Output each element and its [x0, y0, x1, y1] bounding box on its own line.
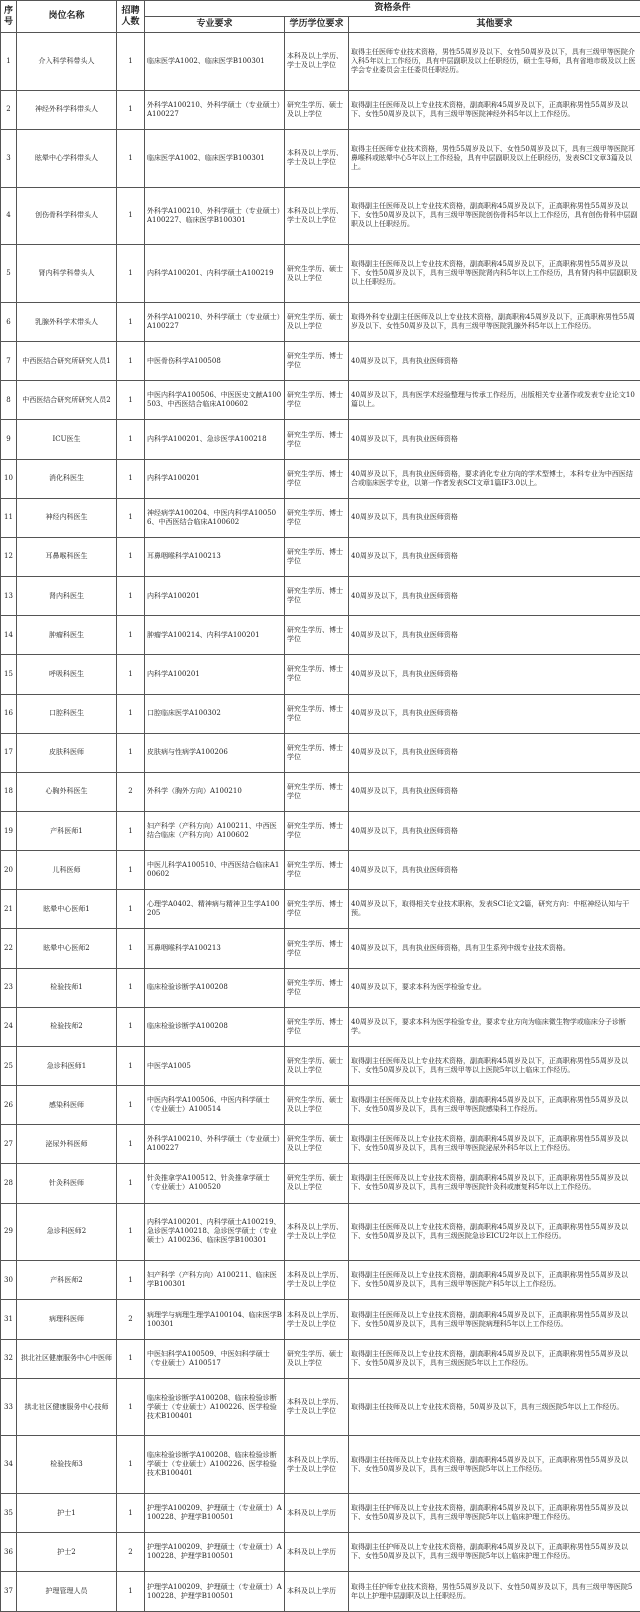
row-seq: 20	[1, 851, 17, 890]
table-row	[1, 302, 640, 341]
position-name: 肾内科学科带头人	[17, 245, 117, 303]
position-name: 中西医结合研究所研究人员1	[17, 342, 117, 381]
position-name: 介入科学科带头人	[17, 33, 117, 91]
header-other: 其他要求	[349, 17, 640, 33]
hire-count: 1	[117, 1339, 145, 1378]
degree-requirement: 研究生学历、博士学位	[285, 616, 349, 655]
table-row	[1, 616, 640, 655]
degree-requirement: 研究生学历、博士学位	[285, 929, 349, 968]
other-requirement: 40周岁及以下，具有医学术经验整理与传承工作经历，出版相关专业著作或发表专业论文10篇以上。	[349, 381, 640, 420]
major-requirement: 中医骨伤科学A100508	[145, 342, 285, 381]
major-requirement: 妇产科学（产科方向）A100211、临床医学B100301	[145, 1261, 285, 1300]
degree-requirement: 本科及以上学历	[285, 1533, 349, 1572]
row-seq: 31	[1, 1300, 17, 1339]
major-requirement: 外科学A100210、外科学硕士（专业硕士）A100227	[145, 302, 285, 341]
row-seq: 4	[1, 187, 17, 245]
other-requirement: 取得副主任医师及以上专业技术资格，副高职称45周岁及以下，正高职称男性55周岁及以下、女性50周岁及以下，具有三级甲等医院肾内科5年以上工作经历，具有肾内科中层副职及以上任职经历。	[349, 245, 640, 303]
row-seq: 5	[1, 245, 17, 303]
hire-count: 1	[117, 129, 145, 187]
degree-requirement: 研究生学历、博士学位	[285, 342, 349, 381]
other-requirement: 40周岁及以下，具有执业医师资格	[349, 851, 640, 890]
other-requirement: 40周岁及以下，具有执业医师资格	[349, 772, 640, 811]
degree-requirement: 本科及以上学历、学士及以上学位	[285, 1300, 349, 1339]
position-name: 眩晕中心医师2	[17, 929, 117, 968]
hire-count: 1	[117, 655, 145, 694]
hire-count: 1	[117, 1203, 145, 1261]
hire-count: 1	[117, 1572, 145, 1612]
table-row	[1, 694, 640, 733]
header-position: 岗位名称	[17, 1, 117, 33]
row-seq: 12	[1, 537, 17, 576]
other-requirement: 40周岁及以下，具有执业医师资格	[349, 812, 640, 851]
degree-requirement: 本科及以上学历、学士及以上学位	[285, 1261, 349, 1300]
other-requirement: 40周岁及以下，具有执业医师资格	[349, 655, 640, 694]
degree-requirement: 研究生学历、博士学位	[285, 420, 349, 459]
position-name: 感染科医师	[17, 1086, 117, 1125]
major-requirement: 护理学A100209、护理硕士（专业硕士）A100228、护理学B100501	[145, 1494, 285, 1533]
table-row	[1, 1007, 640, 1046]
table-row	[1, 90, 640, 129]
row-seq: 21	[1, 890, 17, 929]
hire-count: 1	[117, 812, 145, 851]
hire-count: 1	[117, 459, 145, 498]
other-requirement: 40周岁及以下，具有执业医师资格	[349, 577, 640, 616]
major-requirement: 外科学A100210、外科学硕士（专业硕士）A100227、临床医学B100301	[145, 187, 285, 245]
major-requirement: 妇产科学（产科方向）A100211、中西医结合临床（产科方向）A100602	[145, 812, 285, 851]
table-row	[1, 968, 640, 1007]
major-requirement: 外科学A100210、外科学硕士（专业硕士）A100227	[145, 90, 285, 129]
degree-requirement: 本科及以上学历、学士及以上学位	[285, 1436, 349, 1494]
hire-count: 2	[117, 772, 145, 811]
hire-count: 1	[117, 245, 145, 303]
hire-count: 2	[117, 1300, 145, 1339]
row-seq: 24	[1, 1007, 17, 1046]
position-name: 眩晕中心学科带头人	[17, 129, 117, 187]
hire-count: 2	[117, 1533, 145, 1572]
other-requirement: 40周岁及以下，要求本科为医学检验专业。	[349, 968, 640, 1007]
hire-count: 1	[117, 90, 145, 129]
hire-count: 1	[117, 537, 145, 576]
major-requirement: 内科学A100201	[145, 459, 285, 498]
header-count: 招聘人数	[117, 1, 145, 33]
position-name: 神经内科医生	[17, 498, 117, 537]
table-row	[1, 1125, 640, 1164]
hire-count: 1	[117, 187, 145, 245]
hire-count: 1	[117, 302, 145, 341]
row-seq: 3	[1, 129, 17, 187]
degree-requirement: 研究生学历、硕士及以上学位	[285, 1164, 349, 1203]
position-name: 皮肤科医师	[17, 733, 117, 772]
other-requirement: 40周岁及以下，具有执业医师资格	[349, 616, 640, 655]
degree-requirement: 研究生学历、硕士及以上学位	[285, 245, 349, 303]
table-header	[1, 1, 640, 33]
table-row	[1, 342, 640, 381]
other-requirement: 取得外科专业副主任医师及以上专业技术资格，副高职称45周岁及以下，正高职称男性55周岁及以下、女性50周岁及以下，具有三级甲等医院乳腺外科5年以上工作经历。	[349, 302, 640, 341]
other-requirement: 取得副主任护师及以上专业技术资格，副高职称45周岁及以下，正高职称男性55周岁及以下、女性50周岁及以下，具有三级甲等医院5年以上临床护理工作经历。	[349, 1533, 640, 1572]
table-row	[1, 1164, 640, 1203]
row-seq: 11	[1, 498, 17, 537]
other-requirement: 取得副主任医师及以上专业技术资格，副高职称45周岁及以下，正高职称男性55周岁及以下、女性50周岁及以下，具有三级医院急诊EICU2年以上工作经历。	[349, 1203, 640, 1261]
table-row	[1, 498, 640, 537]
table-row	[1, 1572, 640, 1612]
other-requirement: 取得副主任医师及以上专业技术资格，副高职称45周岁及以下，正高职称男性55周岁及以下、女性50周岁及以下，具有三级甲等医院泌尿外科5年以上工作经历。	[349, 1125, 640, 1164]
table-row	[1, 1046, 640, 1085]
other-requirement: 取得副主任医师及以上专业技术资格，副高职称45周岁及以下，正高职称男性55周岁及以下、女性50周岁及以下，具有三级甲等医院病理科5年以上工作经历。	[349, 1300, 640, 1339]
table-row	[1, 381, 640, 420]
row-seq: 14	[1, 616, 17, 655]
hire-count: 1	[117, 733, 145, 772]
table-row	[1, 1533, 640, 1572]
table-row	[1, 187, 640, 245]
row-seq: 8	[1, 381, 17, 420]
degree-requirement: 研究生学历、博士学位	[285, 733, 349, 772]
major-requirement: 神经病学A100204、中医内科学A100506、中西医结合临床A100602	[145, 498, 285, 537]
degree-requirement: 研究生学历、博士学位	[285, 772, 349, 811]
degree-requirement: 研究生学历、博士学位	[285, 498, 349, 537]
header-qualifications: 资格条件	[145, 1, 640, 17]
position-name: 呼吸科医生	[17, 655, 117, 694]
table-row	[1, 1378, 640, 1436]
degree-requirement: 研究生学历、博士学位	[285, 812, 349, 851]
row-seq: 7	[1, 342, 17, 381]
position-name: 眩晕中心医师1	[17, 890, 117, 929]
other-requirement: 40周岁及以下，具有执业医师资格	[349, 733, 640, 772]
table-row	[1, 772, 640, 811]
degree-requirement: 研究生学历、硕士及以上学位	[285, 1125, 349, 1164]
table-row	[1, 1436, 640, 1494]
hire-count: 1	[117, 890, 145, 929]
hire-count: 1	[117, 1086, 145, 1125]
row-seq: 23	[1, 968, 17, 1007]
major-requirement: 临床医学A1002、临床医学B100301	[145, 33, 285, 91]
other-requirement: 40周岁及以下，具有执业医师资格	[349, 420, 640, 459]
other-requirement: 取得主任护师专业技术资格，男性55周岁及以下、女性50周岁及以下，具有三级甲等医院5年以上护理中层副职及以上任职经历。	[349, 1572, 640, 1612]
row-seq: 17	[1, 733, 17, 772]
degree-requirement: 本科及以上学历、学士及以上学位	[285, 1203, 349, 1261]
other-requirement: 40周岁及以下，具有执业医师资格	[349, 694, 640, 733]
major-requirement: 外科学A100210、外科学硕士（专业硕士）A100227	[145, 1125, 285, 1164]
header-degree: 学历学位要求	[285, 17, 349, 33]
position-name: 病理科医师	[17, 1300, 117, 1339]
other-requirement: 取得副主任医师及以上专业技术资格，副高职称45周岁及以下，正高职称男性55周岁及以下、女性50周岁及以下，具有三级甲等以上医院5年以上临床工作经历。	[349, 1046, 640, 1085]
major-requirement: 中医内科学A100506、中医医史文献A100503、中西医结合临床A100602	[145, 381, 285, 420]
position-name: 检验技师2	[17, 1007, 117, 1046]
position-name: 针灸科医师	[17, 1164, 117, 1203]
degree-requirement: 研究生学历、硕士及以上学位	[285, 1086, 349, 1125]
row-seq: 1	[1, 33, 17, 91]
position-name: 护士2	[17, 1533, 117, 1572]
major-requirement: 皮肤病与性病学A100206	[145, 733, 285, 772]
major-requirement: 心理学A0402、精神病与精神卫生学A100205	[145, 890, 285, 929]
row-seq: 19	[1, 812, 17, 851]
table-row	[1, 733, 640, 772]
position-name: ICU医生	[17, 420, 117, 459]
row-seq: 10	[1, 459, 17, 498]
degree-requirement: 研究生学历、硕士及以上学位	[285, 302, 349, 341]
position-name: 创伤骨科学科带头人	[17, 187, 117, 245]
other-requirement: 取得副主任医师及以上专业技术资格，副高职称45周岁及以下，正高职称男性55周岁及以下、女性50周岁及以下，具有三级甲等医院针灸科或康复科5年以上工作经历。	[349, 1164, 640, 1203]
position-name: 检验技师1	[17, 968, 117, 1007]
major-requirement: 口腔临床医学A100302	[145, 694, 285, 733]
position-name: 护理管理人员	[17, 1572, 117, 1612]
row-seq: 29	[1, 1203, 17, 1261]
table-row	[1, 577, 640, 616]
major-requirement: 内科学A100201、急诊医学A100218	[145, 420, 285, 459]
row-seq: 13	[1, 577, 17, 616]
table-row	[1, 420, 640, 459]
table-row	[1, 1086, 640, 1125]
major-requirement: 内科学A100201、内科学硕士A100219	[145, 245, 285, 303]
degree-requirement: 研究生学历、博士学位	[285, 655, 349, 694]
table-row	[1, 929, 640, 968]
position-name: 产科医师1	[17, 812, 117, 851]
degree-requirement: 研究生学历、硕士及以上学位	[285, 1339, 349, 1378]
position-name: 产科医师2	[17, 1261, 117, 1300]
table-row	[1, 1300, 640, 1339]
other-requirement: 40周岁及以下，具有执业医师资格	[349, 342, 640, 381]
major-requirement: 护理学A100209、护理硕士（专业硕士）A100228、护理学B100501	[145, 1572, 285, 1612]
other-requirement: 取得副主任技师及以上专业技术资格，50周岁及以下，具有三级医院5年以上工作经历。	[349, 1378, 640, 1436]
hire-count: 1	[117, 1494, 145, 1533]
major-requirement: 中医儿科学A100510、中西医结合临床A100602	[145, 851, 285, 890]
major-requirement: 针灸推拿学A100512、针灸推拿学硕士（专业硕士）A100520	[145, 1164, 285, 1203]
header-major: 专业要求	[145, 17, 285, 33]
major-requirement: 中医学A1005	[145, 1046, 285, 1085]
row-seq: 28	[1, 1164, 17, 1203]
table-row	[1, 1261, 640, 1300]
header-seq: 序号	[1, 1, 17, 33]
row-seq: 32	[1, 1339, 17, 1378]
major-requirement: 病理学与病理生理学A100104、临床医学B100301	[145, 1300, 285, 1339]
degree-requirement: 研究生学历、博士学位	[285, 968, 349, 1007]
degree-requirement: 本科及以上学历、学士及以上学位	[285, 187, 349, 245]
position-name: 心胸外科医生	[17, 772, 117, 811]
position-name: 护士1	[17, 1494, 117, 1533]
major-requirement: 耳鼻咽喉科学A100213	[145, 537, 285, 576]
other-requirement: 取得副主任医师及以上专业技术资格，副高职称45周岁及以下，正高职称男性55周岁及以下、女性50周岁及以下，具有三级甲等医院创伤骨科5年以上工作经历，具有创伤骨科中层副职及以上任职经历。	[349, 187, 640, 245]
table-row	[1, 890, 640, 929]
degree-requirement: 研究生学历、硕士及以上学位	[285, 90, 349, 129]
major-requirement: 耳鼻咽喉科学A100213	[145, 929, 285, 968]
row-seq: 15	[1, 655, 17, 694]
other-requirement: 取得副主任医师及以上专业技术资格，副高职称45周岁及以下，正高职称男性55周岁及以下、女性50周岁及以下，具有三级医院5年以上工作经历。	[349, 1339, 640, 1378]
table-body	[1, 33, 640, 1612]
position-name: 儿科医师	[17, 851, 117, 890]
degree-requirement: 本科及以上学历	[285, 1494, 349, 1533]
degree-requirement: 本科及以上学历、学士及以上学位	[285, 33, 349, 91]
hire-count: 1	[117, 1261, 145, 1300]
hire-count: 1	[117, 1164, 145, 1203]
row-seq: 27	[1, 1125, 17, 1164]
row-seq: 16	[1, 694, 17, 733]
hire-count: 1	[117, 1007, 145, 1046]
position-name: 检验技师3	[17, 1436, 117, 1494]
row-seq: 35	[1, 1494, 17, 1533]
major-requirement: 临床医学A1002、临床医学B100301	[145, 129, 285, 187]
major-requirement: 内科学A100201	[145, 577, 285, 616]
other-requirement: 取得主任医师专业技术资格，男性55周岁及以下、女性50周岁及以下，具有三级甲等医院耳鼻喉科或眩晕中心5年以上工作经验，具有中层副职及以上任职经历，发表SCI文章3篇及以上。	[349, 129, 640, 187]
row-seq: 2	[1, 90, 17, 129]
other-requirement: 40周岁及以下，取得相关专业技术职称，发表SCI论文2篇，研究方向：中枢神经认知与干预。	[349, 890, 640, 929]
table-row	[1, 851, 640, 890]
hire-count: 1	[117, 381, 145, 420]
row-seq: 36	[1, 1533, 17, 1572]
row-seq: 30	[1, 1261, 17, 1300]
position-name: 肿瘤科医生	[17, 616, 117, 655]
table-row	[1, 33, 640, 91]
table-row	[1, 245, 640, 303]
major-requirement: 护理学A100209、护理硕士（专业硕士）A100228、护理学B100501	[145, 1533, 285, 1572]
degree-requirement: 研究生学历、博士学位	[285, 851, 349, 890]
hire-count: 1	[117, 616, 145, 655]
degree-requirement: 研究生学历、硕士及以上学位	[285, 1046, 349, 1085]
position-name: 泌尿外科医师	[17, 1125, 117, 1164]
degree-requirement: 研究生学历、博士学位	[285, 694, 349, 733]
major-requirement: 中医妇科学A100509、中医妇科学硕士（专业硕士）A100517	[145, 1339, 285, 1378]
other-requirement: 取得副主任医师及以上专业技术资格，副高职称45周岁及以下，正高职称男性55周岁及以下、女性50周岁及以下，具有三级甲等医院神经外科5年以上工作经历。	[349, 90, 640, 129]
other-requirement: 取得副主任医师及以上专业技术资格，副高职称45周岁及以下，正高职称男性55周岁及以下、女性50周岁及以下，具有三级甲等医院感染科工作经历。	[349, 1086, 640, 1125]
position-name: 消化科医生	[17, 459, 117, 498]
position-name: 乳腺外科学术带头人	[17, 302, 117, 341]
hire-count: 1	[117, 1436, 145, 1494]
hire-count: 1	[117, 929, 145, 968]
position-name: 口腔科医生	[17, 694, 117, 733]
major-requirement: 临床检验诊断学A100208	[145, 1007, 285, 1046]
other-requirement: 取得主任医师专业技术资格，男性55周岁及以下、女性50周岁及以下，具有三级甲等医院介入科5年以上工作经历，具有中层副职及以上任职经历，硕士生导师，具有省地市级及以上医学会专业委员会主任委员任职经历。	[349, 33, 640, 91]
table-row	[1, 1494, 640, 1533]
hire-count: 1	[117, 851, 145, 890]
position-name: 耳鼻喉科医生	[17, 537, 117, 576]
other-requirement: 40周岁及以下，具有执业医师资格，要求消化专业方向的学术型博士，本科专业为中西医结合或临床医学专业，以第一作者发表SCI文章1篇IF3.0以上。	[349, 459, 640, 498]
row-seq: 33	[1, 1378, 17, 1436]
row-seq: 22	[1, 929, 17, 968]
major-requirement: 内科学A100201	[145, 655, 285, 694]
degree-requirement: 研究生学历、博士学位	[285, 1007, 349, 1046]
degree-requirement: 本科及以上学历、学士及以上学位	[285, 129, 349, 187]
major-requirement: 临床检验诊断学A100208、临床检验诊断学硕士（专业硕士）A100226、医学检验技术B100401	[145, 1436, 285, 1494]
row-seq: 26	[1, 1086, 17, 1125]
row-seq: 6	[1, 302, 17, 341]
other-requirement: 取得副主任护师及以上专业技术资格，副高职称45周岁及以下，正高职称男性55周岁及以下、女性50周岁及以下，具有三级甲等医院5年以上临床护理工作经历。	[349, 1494, 640, 1533]
table-row	[1, 655, 640, 694]
hire-count: 1	[117, 577, 145, 616]
row-seq: 34	[1, 1436, 17, 1494]
hire-count: 1	[117, 968, 145, 1007]
table-row	[1, 129, 640, 187]
position-name: 拱北社区健康服务中心技师	[17, 1378, 117, 1436]
degree-requirement: 研究生学历、博士学位	[285, 890, 349, 929]
position-name: 拱北社区健康服务中心中医师	[17, 1339, 117, 1378]
major-requirement: 临床检验诊断学A100208	[145, 968, 285, 1007]
degree-requirement: 研究生学历、博士学位	[285, 381, 349, 420]
major-requirement: 中医内科学A100506、中医内科学硕士（专业硕士）A100514	[145, 1086, 285, 1125]
position-name: 神经外科学科带头人	[17, 90, 117, 129]
table-row	[1, 1339, 640, 1378]
hire-count: 1	[117, 1378, 145, 1436]
position-name: 急诊科医师1	[17, 1046, 117, 1085]
other-requirement: 40周岁及以下，具有执业医师资格，具有卫生系列中级专业技术资格。	[349, 929, 640, 968]
table-row	[1, 1203, 640, 1261]
major-requirement: 临床检验诊断学A100208、临床检验诊断学硕士（专业硕士）A100226、医学检验技术B100401	[145, 1378, 285, 1436]
other-requirement: 40周岁及以下，要求本科为医学检验专业，要求专业方向为临床微生物学或临床分子诊断学。	[349, 1007, 640, 1046]
other-requirement: 取得副主任技师及以上专业技术资格，副高职称45周岁及以下，正高职称男性55周岁及以下、女性50周岁及以下，具有三级甲等医院5年以上工作经历。	[349, 1436, 640, 1494]
degree-requirement: 本科及以上学历	[285, 1572, 349, 1612]
degree-requirement: 研究生学历、博士学位	[285, 459, 349, 498]
major-requirement: 外科学（胸外方向）A100210	[145, 772, 285, 811]
degree-requirement: 研究生学历、博士学位	[285, 537, 349, 576]
position-name: 中西医结合研究所研究人员2	[17, 381, 117, 420]
major-requirement: 肿瘤学A100214、内科学A100201	[145, 616, 285, 655]
hire-count: 1	[117, 33, 145, 91]
other-requirement: 取得副主任医师及以上专业技术资格，副高职称45周岁及以下，正高职称男性55周岁及以下、女性50周岁及以下，具有三级甲等医院产科5年以上工作经历。	[349, 1261, 640, 1300]
hire-count: 1	[117, 694, 145, 733]
hire-count: 1	[117, 1046, 145, 1085]
hire-count: 1	[117, 498, 145, 537]
row-seq: 18	[1, 772, 17, 811]
position-name: 肾内科医生	[17, 577, 117, 616]
other-requirement: 40周岁及以下，具有执业医师资格	[349, 537, 640, 576]
row-seq: 37	[1, 1572, 17, 1612]
other-requirement: 40周岁及以下，具有执业医师资格	[349, 498, 640, 537]
table-row	[1, 459, 640, 498]
degree-requirement: 本科及以上学历、学士及以上学位	[285, 1378, 349, 1436]
hire-count: 1	[117, 420, 145, 459]
table-row	[1, 812, 640, 851]
degree-requirement: 研究生学历、博士学位	[285, 577, 349, 616]
hire-count: 1	[117, 1125, 145, 1164]
table-row	[1, 537, 640, 576]
position-name: 急诊科医师2	[17, 1203, 117, 1261]
major-requirement: 内科学A100201、内科学硕士A100219、急诊医学A100218、急诊医学硕士（专业硕士）A100236、临床医学B100301	[145, 1203, 285, 1261]
row-seq: 9	[1, 420, 17, 459]
row-seq: 25	[1, 1046, 17, 1085]
hire-count: 1	[117, 342, 145, 381]
